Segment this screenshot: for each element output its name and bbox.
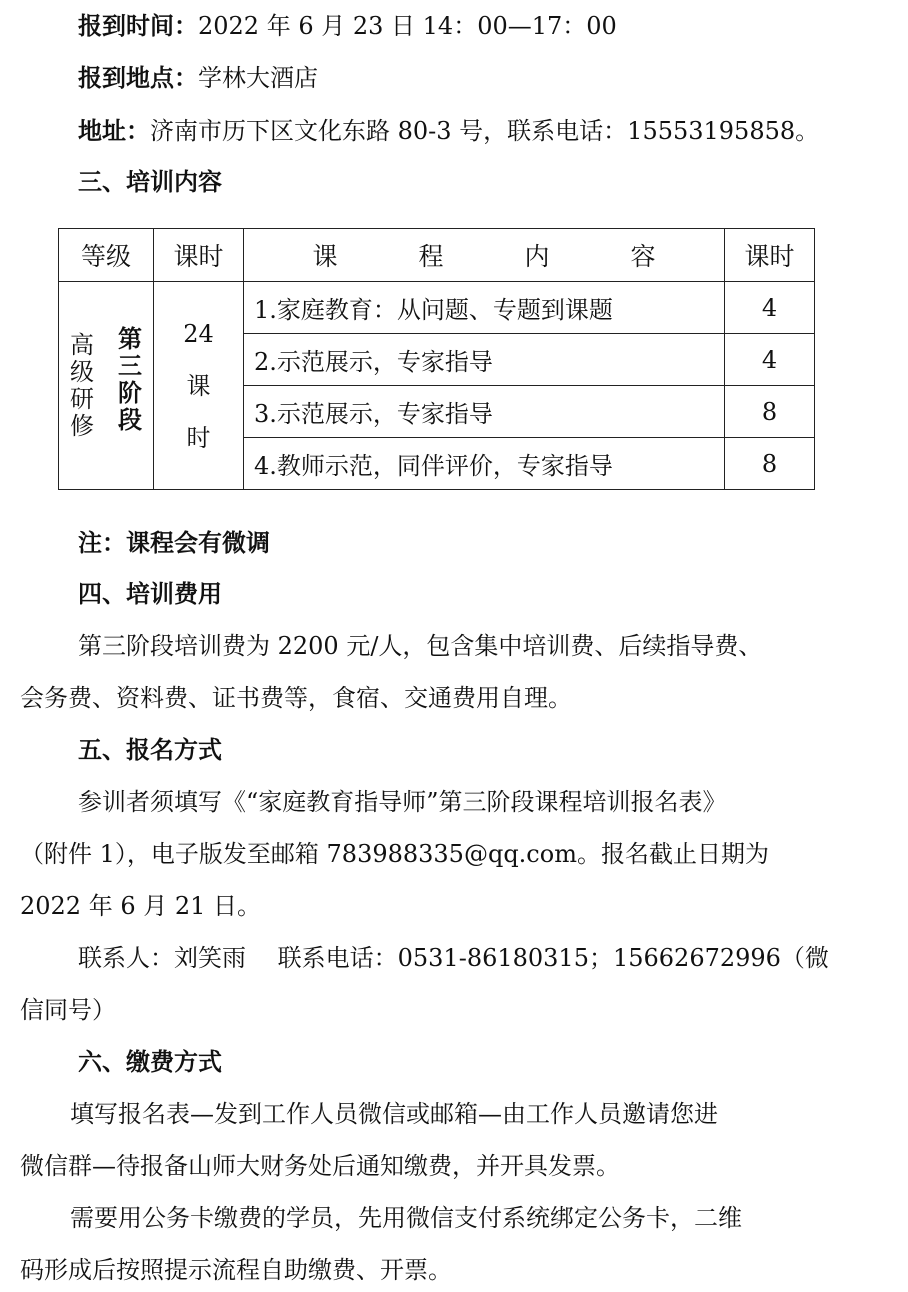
payment-paragraph-line: 需要用公务卡缴费的学员，先用微信支付系统绑定公务卡，二维 <box>70 1204 742 1232</box>
row-content: 3.示范展示，专家指导 <box>244 386 725 438</box>
table-header-row <box>59 229 815 282</box>
header-content <box>244 229 725 282</box>
total-hours-char: 时 <box>186 423 211 452</box>
total-hours-vertical <box>154 308 243 464</box>
registration-place-line <box>78 62 318 94</box>
payment-paragraph-line: 码形成后按照提示流程自助缴费、开票。 <box>20 1256 452 1284</box>
total-hours-value: 24 <box>183 319 214 348</box>
signup-paragraph-line: 2022 年 6 月 21 日。 <box>20 892 262 920</box>
fee-paragraph-line: 第三阶段培训费为 2200 元/人，包含集中培训费、后续指导费、 <box>78 632 763 660</box>
section4-heading: 四、培训费用 <box>78 580 222 608</box>
level-name-column <box>70 332 94 440</box>
level-char: 阶 <box>118 378 142 407</box>
section5-heading: 五、报名方式 <box>78 736 222 764</box>
level-vertical-text <box>59 324 153 440</box>
row-hours: 4 <box>725 334 815 386</box>
registration-time-line <box>78 10 617 42</box>
row-content: 1.家庭教育：从问题、专题到课题 <box>244 282 725 334</box>
registration-place-label: 报到地点： <box>78 64 198 92</box>
level-char: 研 <box>70 384 94 413</box>
header-level: 等级 <box>59 229 154 282</box>
row-content: 4.教师示范，同伴评价，专家指导 <box>244 438 725 490</box>
fee-paragraph-line: 会务费、资料费、证书费等，食宿、交通费用自理。 <box>20 684 572 712</box>
header-content-label: 课 程 内 容 <box>312 242 684 271</box>
address-label: 地址： <box>78 117 150 145</box>
registration-place-value: 学林大酒店 <box>198 64 318 92</box>
registration-time-label: 报到时间： <box>78 12 198 40</box>
table-row <box>59 282 815 334</box>
level-char: 第 <box>118 324 142 353</box>
row-hours: 8 <box>725 438 815 490</box>
section3-heading: 三、培训内容 <box>78 168 222 196</box>
signup-paragraph-line: （附件 1），电子版发至邮箱 783988335@qq.com。报名截止日期为 <box>20 840 769 868</box>
course-note: 注：课程会有微调 <box>78 529 270 557</box>
level-cell <box>59 282 154 490</box>
section6-heading: 六、缴费方式 <box>78 1048 222 1076</box>
level-char: 级 <box>70 357 94 386</box>
header-row-hours: 课时 <box>725 229 815 282</box>
row-hours: 4 <box>725 282 815 334</box>
course-table <box>58 228 815 490</box>
level-stage-column <box>118 326 142 440</box>
payment-paragraph-line: 微信群—待报备山师大财务处后通知缴费，并开具发票。 <box>20 1152 620 1180</box>
row-hours: 8 <box>725 386 815 438</box>
signup-paragraph-line: 参训者须填写《“家庭教育指导师”第三阶段课程培训报名表》 <box>78 788 727 816</box>
address-line <box>78 115 819 147</box>
total-hours-cell <box>154 282 244 490</box>
level-char: 高 <box>70 330 94 359</box>
payment-paragraph-line: 填写报名表—发到工作人员微信或邮箱—由工作人员邀请您进 <box>70 1100 718 1128</box>
level-char: 修 <box>70 411 94 440</box>
registration-time-value: 2022 年 6 月 23 日 14：00—17：00 <box>198 12 617 40</box>
row-content: 2.示范展示，专家指导 <box>244 334 725 386</box>
level-char: 三 <box>118 351 142 380</box>
header-hours: 课时 <box>154 229 244 282</box>
total-hours-char: 课 <box>186 371 211 400</box>
contact-line: 联系人：刘笑雨 联系电话：0531-86180315；15662672996（微 <box>78 944 829 972</box>
contact-line: 信同号） <box>20 996 116 1024</box>
address-value: 济南市历下区文化东路 80-3 号，联系电话：15553195858。 <box>150 117 820 145</box>
level-char: 段 <box>118 405 142 434</box>
